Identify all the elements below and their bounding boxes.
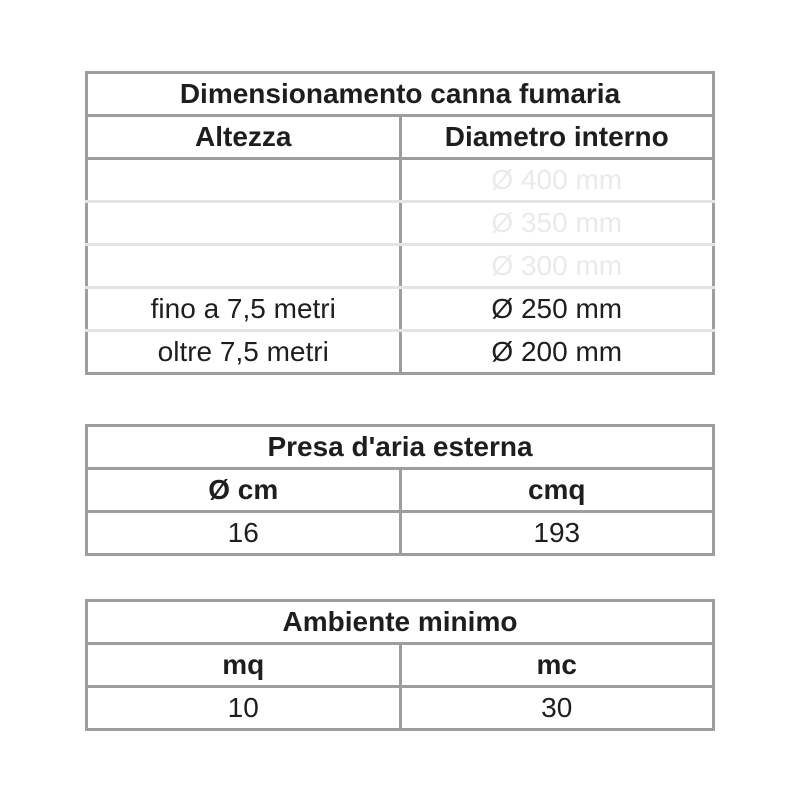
- height-column-header: Altezza: [87, 116, 401, 159]
- table-row: [87, 202, 714, 245]
- table-row: [87, 331, 714, 374]
- height-cell: oltre 7,5 metri: [87, 331, 401, 374]
- table-row: [87, 687, 714, 730]
- chimney-sizing-table: [85, 71, 715, 375]
- minimum-room-table-title: Ambiente minimo: [87, 601, 714, 644]
- diameter-cell: Ø 200 mm: [400, 331, 714, 374]
- volume-mc-column-header: mc: [400, 644, 714, 687]
- air-intake-table: [85, 424, 715, 556]
- table-row: [87, 288, 714, 331]
- diameter-cm-cell: 16: [87, 512, 401, 555]
- table-row: [87, 245, 714, 288]
- minimum-room-table: [85, 599, 715, 731]
- table-row: [87, 512, 714, 555]
- area-mq-column-header: mq: [87, 644, 401, 687]
- diameter-cm-column-header: Ø cm: [87, 469, 401, 512]
- height-cell: [87, 202, 401, 245]
- diameter-cell: Ø 400 mm: [400, 159, 714, 202]
- air-intake-table-title: Presa d'aria esterna: [87, 426, 714, 469]
- height-cell: fino a 7,5 metri: [87, 288, 401, 331]
- height-cell: [87, 159, 401, 202]
- height-cell: [87, 245, 401, 288]
- area-mq-cell: 10: [87, 687, 401, 730]
- area-cmq-cell: 193: [400, 512, 714, 555]
- table-row: [87, 159, 714, 202]
- volume-mc-cell: 30: [400, 687, 714, 730]
- area-cmq-column-header: cmq: [400, 469, 714, 512]
- diameter-cell: Ø 350 mm: [400, 202, 714, 245]
- diameter-cell: Ø 300 mm: [400, 245, 714, 288]
- diameter-column-header: Diametro interno: [400, 116, 714, 159]
- diameter-cell: Ø 250 mm: [400, 288, 714, 331]
- chimney-table-title: Dimensionamento canna fumaria: [87, 73, 714, 116]
